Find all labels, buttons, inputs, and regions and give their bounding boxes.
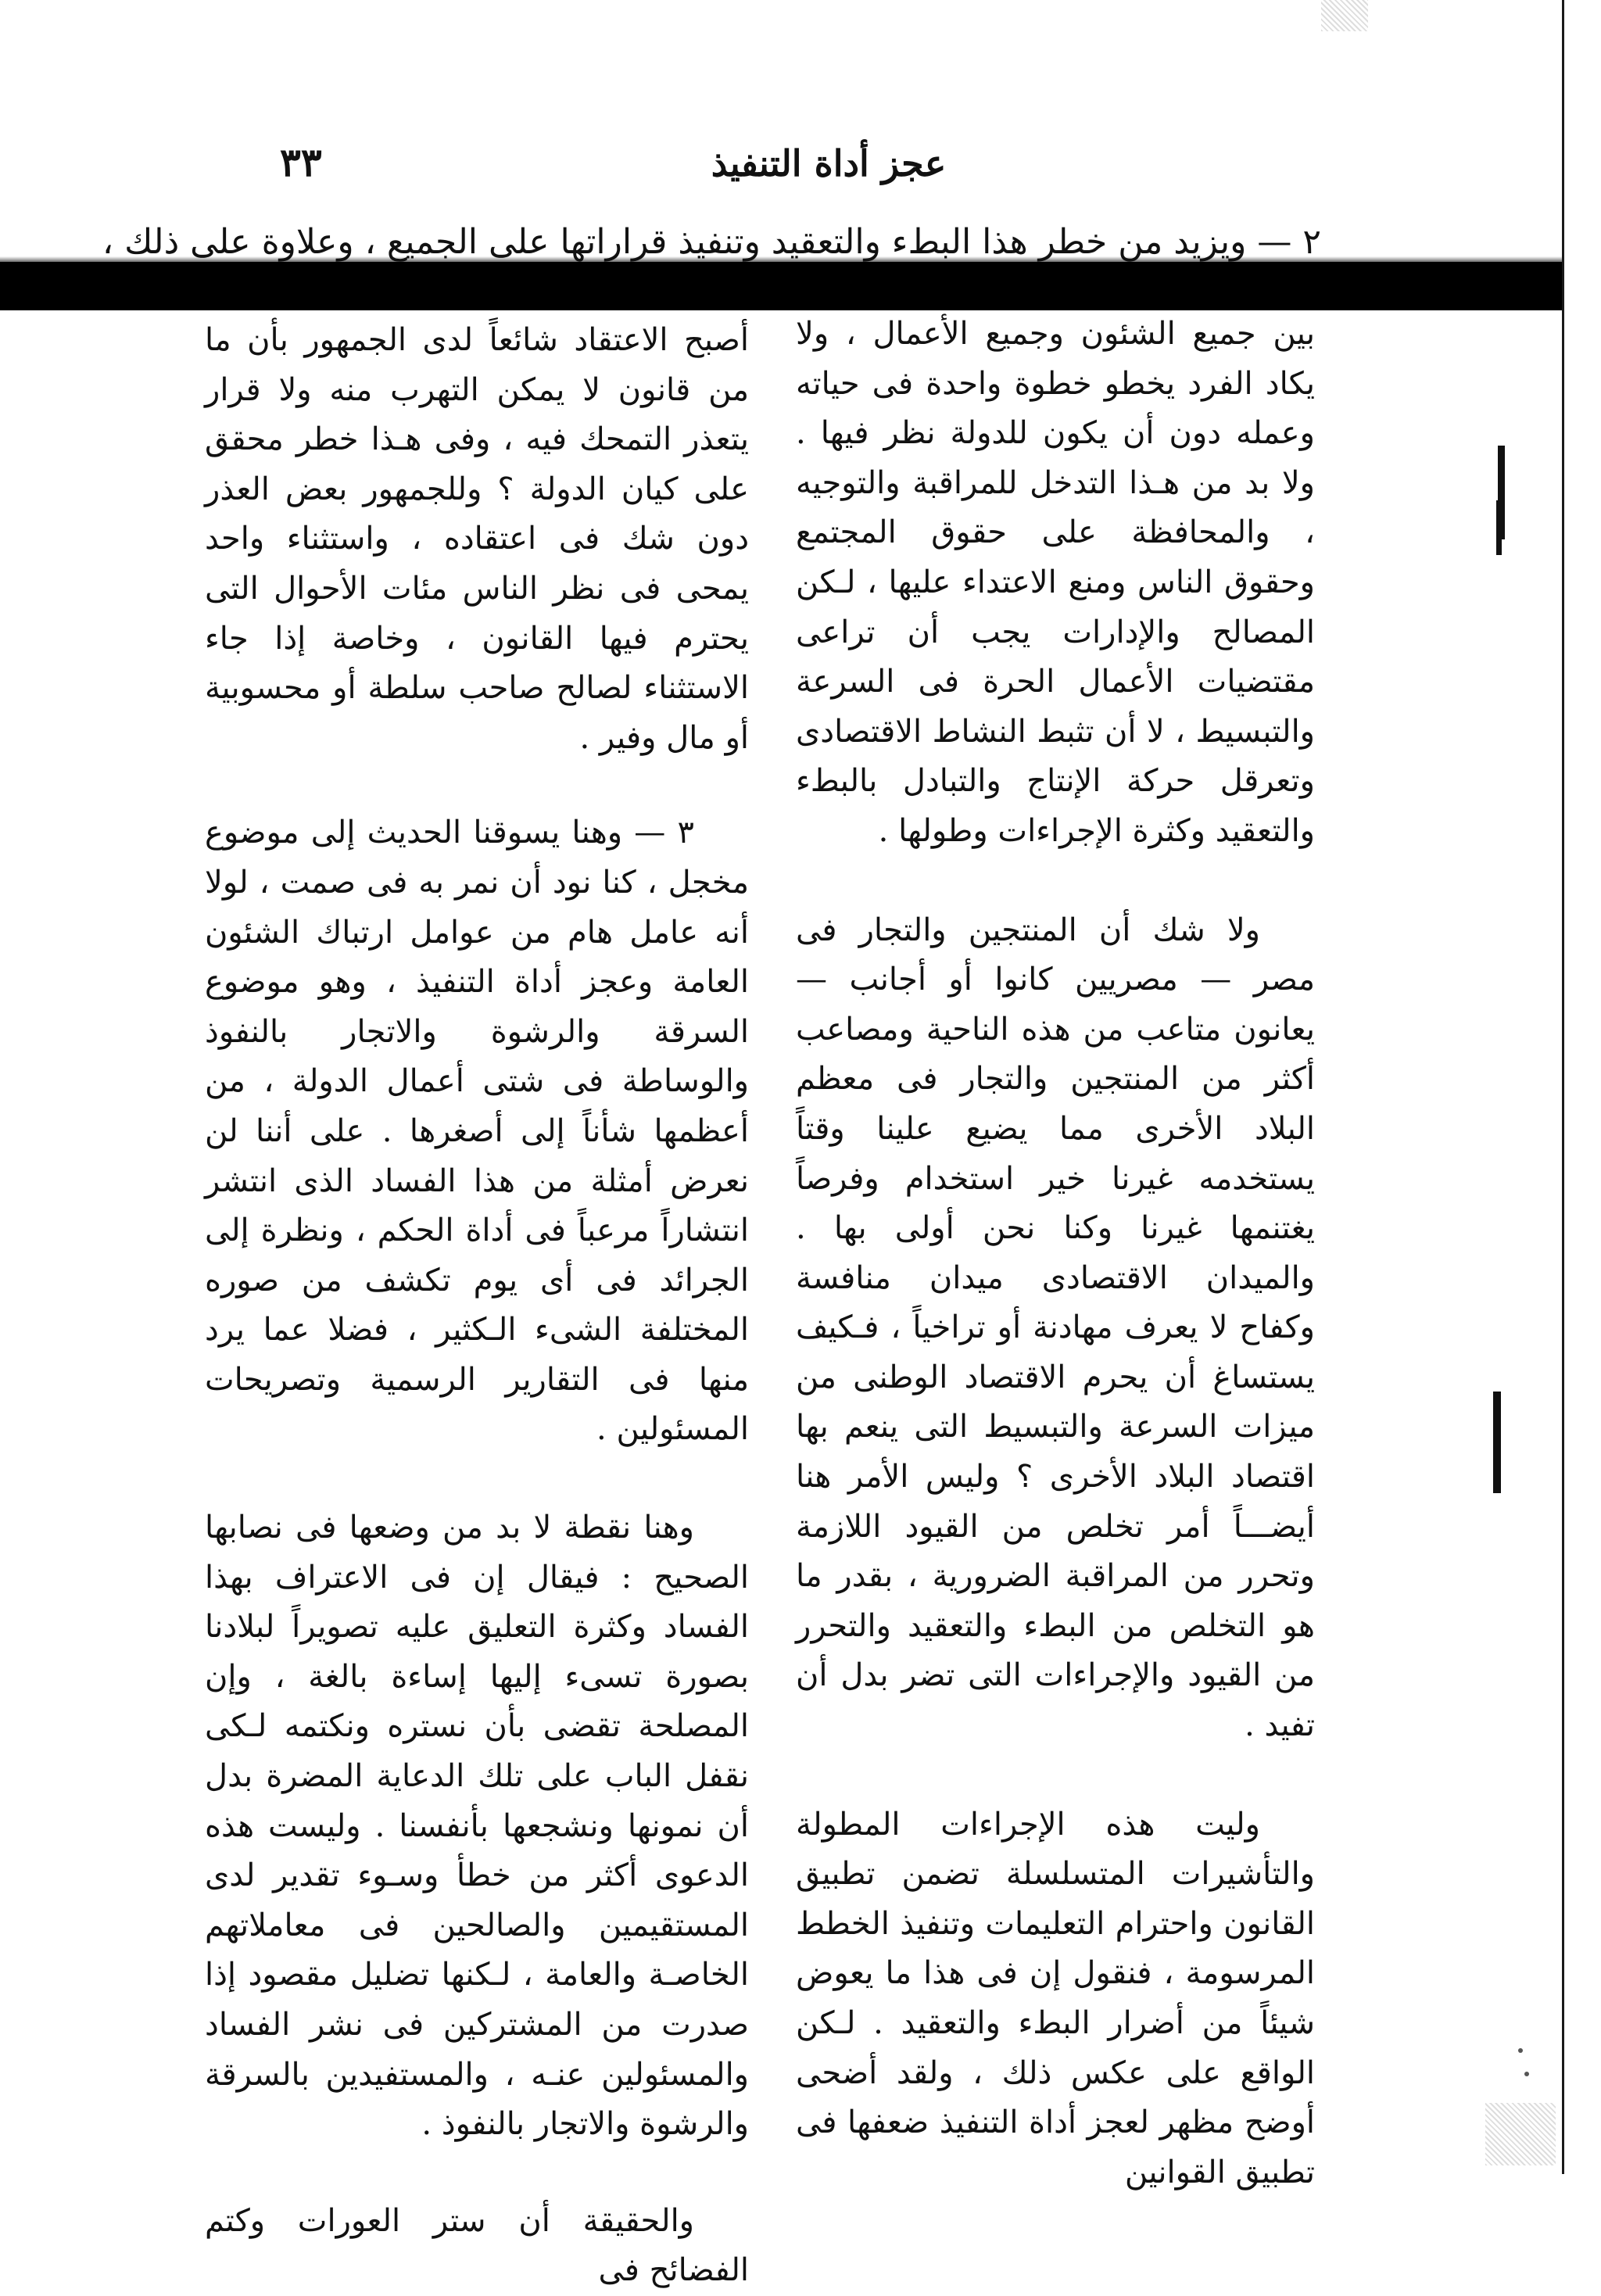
paragraph: أصبح الاعتقاد شائعاً لدى الجمهور بأن ما من قانون لا يمكن التهرب منه ولا قرار يتعذر التمحك فيه ، وفى هـذا خطر محقق على كيان الدولة ؟ وللجمهور بعض العذر دون شك فى اعتقاده ، واستثناء واحد يمحى فى نظر الناس مئات الأحوال التى يحترم فيها القانون ، وخاصة إذا جاء الاستثناء لصالح صاحب سلطة أو محسوبية أو مال وفير . [205, 322, 749, 756]
left-column [205, 313, 749, 2289]
scan-mark [1493, 1392, 1501, 1493]
paragraph: بين جميع الشئون وجميع الأعمال ، ولا يكاد الفرد يخطو خطوة واحدة فى حياته وعمله دون أن يكون للدولة نظر فيها . ولا بد من هـذا التدخل للمراقبة والتوجيه ، والمحافظة على حقوق المجتمع وحقوق الناس ومنع الاعتداء عليها ، لـكن المصالح والإدارات يجب أن تراعى مقتضيات الأعمال الحرة فى السرعة والتبسيط ، لا أن تثبط النشاط الاقتصادى وتعرقل حركة الإنتاج والتبادل بالبطء والتعقيد وكثرة الإجراءات وطولها . [796, 316, 1315, 849]
page-edge [1562, 0, 1601, 2174]
cut-off-line: ٢ — ويزيد من خطر هذا البطء والتعقيد وتنفيذ قراراتها على الجميع ، وعلاوة على ذلك ، [102, 222, 1321, 262]
paragraph: وليت هذه الإجراءات المطولة والتأشيرات المتسلسلة تضمن تطبيق القانون واحترام التعليمات وتنفيذ الخطط المرسومة ، فنقول إن فى هذا ما يعوض شيئاً من أضرار البطء والتعقيد . لـكن الواقع على عكس ذلك ، ولقد أضحى أوضح مظهر لعجز أداة التنفيذ ضعفها فى تطبيق القوانين [796, 1806, 1315, 2190]
right-column [796, 313, 1315, 2190]
paragraph: والحقيقة أن ستر العورات وكتم الفضائح فى [205, 2202, 749, 2289]
paragraph: ولا شك أن المنتجين والتجار فى مصر — مصريين كانوا أو أجانب — يعانون متاعب من هذه الناحية ومصاعب أكثر من المنتجين والتجار فى معظم البلاد الأخرى مما يضيع علينا وقتاً يستخدمه غيرنا خير استخدام وفرصاً يغتنمها غيرنا وكنا نحن أولى بها . والميدان الاقتصادى ميدان منافسة وكفاح لا يعرف مهادنة أو تراخياً ، فـكيف يستساغ أن يحرم الاقتصاد الوطنى من ميزات السرعة والتبسيط التى ينعم بها اقتصاد البلاد الأخرى ؟ وليس الأمر هنا أيضـــاً أمر تخلص من القيود اللازمة وتحرر من المراقبة الضرورية ، بقدر ما هو التخلص من البطء والتعقيد والتحرر من القيود والإجراءات التى تضر بدل أن تفيد . [796, 912, 1315, 1744]
running-head [0, 139, 1601, 202]
scan-speck [1524, 2072, 1529, 2076]
scan-noise [1485, 2103, 1556, 2165]
scan-mark [1496, 500, 1502, 555]
paragraph: ٣ — وهنا يسوقنا الحديث إلى موضوع مخجل ، كنا نود أن نمر به فى صمت ، لولا أنه عامل هام من عوامل ارتباك الشئون العامة وعجز أداة التنفيذ ، وهو موضوع السرقة والرشوة والاتجار بالنفوذ والوساطة فى شتى أعمال الدولة ، من أعظمها شأناً إلى أصغرها . على أننا لن نعرض أمثلة من هذا الفساد الذى انتشر انتشاراً مرعباً فى أداة الحكم ، ونظرة إلى الجرائد فى أى يوم تكشف من صوره المختلفة الشىء الـكثير ، فضلا عما يرد منها فى التقارير الرسمية وتصريحات المسئولين . [205, 815, 749, 1448]
paragraph: وهنا نقطة لا بد من وضعها فى نصابها الصحيح : فيقال إن فى الاعتراف بهذا الفساد وكثرة التعليق عليه تصويراً لبلادنا بصورة تسىء إليها إساءة بالغة ، وإن المصلحة تقضى بأن نستره ونكتمه لـكى نقفل الباب على تلك الدعاية المضرة بدل أن نمونها ونشجعها بأنفسنا . وليست هذه الدعوى أكثر من خطأ وسـوء تقدير لدى المستقيمين والصالحين فى معاملاتهم الخاصـة والعامة ، لـكنها تضليل مقصود إذا صدرت من المشتركين فى نشر الفساد والمسئولين عنـه ، والمستفيدين بالسرقة والرشوة والاتجار بالنفوذ . [205, 1510, 749, 2143]
running-title: عجز أداة التنفيذ [711, 142, 947, 184]
scan-speck [1518, 2048, 1523, 2053]
scan-noise [1321, 0, 1368, 31]
page-number: ٣٣ [280, 139, 322, 185]
scan-black-band [0, 262, 1601, 310]
